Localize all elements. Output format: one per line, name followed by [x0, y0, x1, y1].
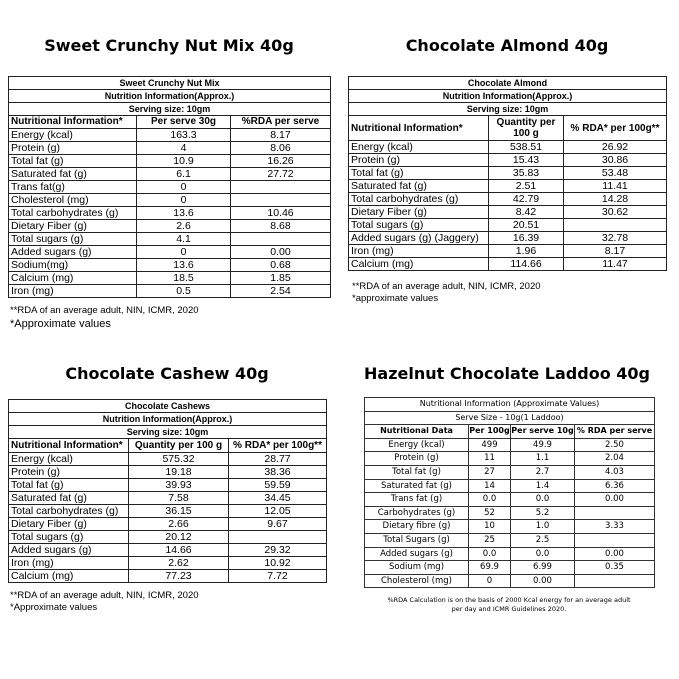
- nutrient-value: 25: [469, 533, 511, 547]
- column-header: Nutritional Information*: [9, 116, 137, 129]
- column-header: % RDA* per 100g**: [564, 116, 667, 141]
- nutrient-value: 19.18: [129, 466, 229, 479]
- nutrient-value: 11.47: [564, 258, 667, 271]
- nutrient-value: 1.0: [511, 520, 575, 534]
- nutrient-value: 16.39: [489, 232, 564, 245]
- nutrient-value: 1.1: [511, 452, 575, 466]
- nutrient-value: 3.33: [575, 520, 655, 534]
- nutrient-value: 39.93: [129, 479, 229, 492]
- table-header-row: [365, 425, 655, 439]
- table-row: [9, 272, 331, 285]
- nutrient-value: 10.9: [137, 155, 231, 168]
- nutrient-value: 2.04: [575, 452, 655, 466]
- column-header: % RDA per serve: [575, 425, 655, 439]
- footnote-rda: **RDA of an average adult, NIN, ICMR, 2020: [10, 590, 199, 601]
- nutrient-value: 5.2: [511, 506, 575, 520]
- nutrient-value: 26.92: [564, 141, 667, 154]
- nutrient-label: Total fat (g): [9, 155, 137, 168]
- nutrient-value: 49.9: [511, 438, 575, 452]
- column-header: %RDA per serve: [231, 116, 331, 129]
- nutrient-value: 0.00: [575, 493, 655, 507]
- table-row: [9, 544, 327, 557]
- nutrient-value: 30.86: [564, 154, 667, 167]
- nutrient-value: 0.68: [231, 259, 331, 272]
- nutrient-value: 2.5: [511, 533, 575, 547]
- table-header-row: [349, 116, 667, 141]
- column-header: Per serve 30g: [137, 116, 231, 129]
- nutrient-value: 575.32: [129, 453, 229, 466]
- nutrient-value: 20.12: [129, 531, 229, 544]
- nutrient-value: 114.66: [489, 258, 564, 271]
- nutrient-value: 499: [469, 438, 511, 452]
- nutrition-table: [364, 397, 655, 588]
- table-row: [9, 492, 327, 505]
- table-row: [349, 258, 667, 271]
- nutrient-value: 13.6: [137, 207, 231, 220]
- nutrient-label: Energy (kcal): [365, 438, 469, 452]
- panel-heading: Chocolate Cashew 40g: [65, 364, 269, 383]
- footnote-approx: *Approximate values: [10, 318, 111, 330]
- column-header: Per 100g: [469, 425, 511, 439]
- nutrient-label: Dietary Fiber (g): [9, 518, 129, 531]
- table-row: [365, 533, 655, 547]
- nutrient-label: Added sugars (g): [9, 544, 129, 557]
- table-row: [9, 155, 331, 168]
- nutrient-label: Saturated fat (g): [349, 180, 489, 193]
- nutrient-value: 36.15: [129, 505, 229, 518]
- nutrient-label: Total carbohydrates (g): [349, 193, 489, 206]
- nutrient-label: Iron (mg): [9, 557, 129, 570]
- nutrient-value: 9.67: [229, 518, 327, 531]
- nutrient-value: 0: [137, 194, 231, 207]
- nutrient-value: 38.36: [229, 466, 327, 479]
- table-title-row: [365, 398, 655, 412]
- nutrient-value: 7.58: [129, 492, 229, 505]
- nutrient-label: Total fat (g): [9, 479, 129, 492]
- nutrient-label: Total fat (g): [365, 465, 469, 479]
- nutrient-value: [575, 533, 655, 547]
- nutrient-label: Iron (mg): [9, 285, 137, 298]
- nutrient-value: 4.03: [575, 465, 655, 479]
- table-row: [349, 180, 667, 193]
- nutrient-value: 10: [469, 520, 511, 534]
- panel-heading: Chocolate Almond 40g: [405, 36, 609, 55]
- nutrient-value: [575, 574, 655, 588]
- nutrient-label: Added sugars (g): [365, 547, 469, 561]
- nutrient-value: 8.17: [231, 129, 331, 142]
- nutrient-value: 1.96: [489, 245, 564, 258]
- nutrient-value: 34.45: [229, 492, 327, 505]
- nutrient-value: 2.50: [575, 438, 655, 452]
- table-row: [365, 465, 655, 479]
- table-row: [9, 479, 327, 492]
- nutrient-value: [564, 219, 667, 232]
- table-row: [349, 167, 667, 180]
- nutrient-value: 11.41: [564, 180, 667, 193]
- serving-size-row: [9, 426, 327, 439]
- table-subtitle: Nutrition Information(Approx.): [9, 413, 327, 426]
- column-header: % RDA* per 100g**: [229, 439, 327, 453]
- nutrient-value: 163.3: [137, 129, 231, 142]
- nutrient-value: 10.46: [231, 207, 331, 220]
- table-row: [365, 452, 655, 466]
- table-row: [9, 570, 327, 583]
- nutrient-value: 28.77: [229, 453, 327, 466]
- table-row: [365, 493, 655, 507]
- nutrient-value: 14.28: [564, 193, 667, 206]
- table-title: Sweet Crunchy Nut Mix: [9, 77, 331, 90]
- nutrient-label: Energy (kcal): [349, 141, 489, 154]
- table-row: [9, 557, 327, 570]
- table-row: [9, 129, 331, 142]
- nutrient-value: 0: [137, 246, 231, 259]
- nutrition-table: [8, 76, 331, 298]
- nutrient-label: Trans fat(g): [9, 181, 137, 194]
- table-title-row: [9, 400, 327, 413]
- table-header-row: [9, 439, 327, 453]
- nutrient-label: Cholesterol (mg): [365, 574, 469, 588]
- nutrient-value: 77.23: [129, 570, 229, 583]
- nutrient-label: Calcium (mg): [349, 258, 489, 271]
- footnote-rda: **RDA of an average adult, NIN, ICMR, 2020: [352, 281, 541, 292]
- nutrient-value: 0.00: [511, 574, 575, 588]
- table-row: [9, 168, 331, 181]
- nutrient-value: [231, 181, 331, 194]
- table-row: [349, 141, 667, 154]
- nutrient-value: 2.6: [137, 220, 231, 233]
- table-subtitle: Nutrition Information(Approx.): [349, 90, 667, 103]
- nutrient-value: 0: [137, 181, 231, 194]
- table-row: [9, 233, 331, 246]
- nutrient-value: 8.06: [231, 142, 331, 155]
- table-row: [9, 181, 331, 194]
- serving-size: Serve Size - 10g(1 Laddoo): [365, 411, 655, 425]
- nutrient-value: 15.43: [489, 154, 564, 167]
- table-row: [365, 547, 655, 561]
- column-header: Per serve 10g: [511, 425, 575, 439]
- table-row: [9, 194, 331, 207]
- table-title: Chocolate Cashews: [9, 400, 327, 413]
- nutrient-label: Added sugars (g) (Jaggery): [349, 232, 489, 245]
- nutrient-value: 8.17: [564, 245, 667, 258]
- footnote-line: per day and ICMR Guidelines 2020.: [451, 605, 567, 613]
- nutrient-value: 69.9: [469, 561, 511, 575]
- nutrient-value: [575, 506, 655, 520]
- panel-heading: Sweet Crunchy Nut Mix 40g: [44, 36, 294, 55]
- nutrient-label: Total sugars (g): [9, 233, 137, 246]
- nutrient-value: 0.5: [137, 285, 231, 298]
- nutrient-value: 14: [469, 479, 511, 493]
- table-row: [365, 506, 655, 520]
- nutrient-value: 35.83: [489, 167, 564, 180]
- nutrient-value: 0.0: [511, 547, 575, 561]
- footnote-approx: *approximate values: [352, 293, 439, 304]
- table-row: [365, 561, 655, 575]
- table-row: [365, 574, 655, 588]
- nutrient-label: Protein (g): [365, 452, 469, 466]
- nutrient-label: Added sugars (g): [9, 246, 137, 259]
- table-row: [349, 193, 667, 206]
- serving-size-row: [9, 103, 331, 116]
- nutrition-table: [8, 399, 327, 583]
- nutrient-value: 32.78: [564, 232, 667, 245]
- nutrient-value: 0.0: [511, 493, 575, 507]
- nutrient-value: 53.48: [564, 167, 667, 180]
- nutrient-value: 2.7: [511, 465, 575, 479]
- nutrient-value: 59.59: [229, 479, 327, 492]
- table-subtitle-row: [9, 413, 327, 426]
- column-header: Quantity per 100 g: [489, 116, 564, 141]
- table-row: [349, 154, 667, 167]
- nutrient-value: 16.26: [231, 155, 331, 168]
- nutrient-value: 12.05: [229, 505, 327, 518]
- table-row: [349, 206, 667, 219]
- table-row: [9, 246, 331, 259]
- nutrient-value: 14.66: [129, 544, 229, 557]
- nutrient-value: 27: [469, 465, 511, 479]
- nutrient-value: 0.35: [575, 561, 655, 575]
- nutrient-value: 6.99: [511, 561, 575, 575]
- table-subtitle-row: [9, 90, 331, 103]
- footnote-line: %RDA Calculation is on the basis of 2000 Kcal energy for an average adult: [387, 596, 631, 604]
- nutrient-label: Protein (g): [9, 142, 137, 155]
- column-header: Nutritional Information*: [9, 439, 129, 453]
- nutrient-label: Iron (mg): [349, 245, 489, 258]
- nutrient-value: 2.66: [129, 518, 229, 531]
- nutrient-label: Total Sugars (g): [365, 533, 469, 547]
- nutrient-value: 538.51: [489, 141, 564, 154]
- nutrient-value: 6.1: [137, 168, 231, 181]
- nutrient-label: Carbohydrates (g): [365, 506, 469, 520]
- serving-size: Serving size: 10gm: [9, 103, 331, 116]
- table-title-row: [9, 77, 331, 90]
- nutrient-value: 0.00: [575, 547, 655, 561]
- table-row: [349, 232, 667, 245]
- serving-size-row: [365, 411, 655, 425]
- nutrient-value: 42.79: [489, 193, 564, 206]
- table-row: [349, 219, 667, 232]
- nutrient-value: 27.72: [231, 168, 331, 181]
- nutrient-label: Dietary Fiber (g): [9, 220, 137, 233]
- nutrient-label: Trans fat (g): [365, 493, 469, 507]
- table-title: Chocolate Almond: [349, 77, 667, 90]
- nutrition-table: [348, 76, 667, 271]
- table-title-row: [349, 77, 667, 90]
- nutrient-value: 0.00: [231, 246, 331, 259]
- nutrient-label: Total carbohydrates (g): [9, 505, 129, 518]
- nutrient-value: 10.92: [229, 557, 327, 570]
- nutrient-value: 2.51: [489, 180, 564, 193]
- table-row: [9, 531, 327, 544]
- nutrient-value: [229, 531, 327, 544]
- nutrient-value: 11: [469, 452, 511, 466]
- nutrient-value: 13.6: [137, 259, 231, 272]
- serving-size: Serving size: 10gm: [349, 103, 667, 116]
- table-subtitle-row: [349, 90, 667, 103]
- nutrient-value: [231, 194, 331, 207]
- table-header-row: [9, 116, 331, 129]
- nutrient-value: 18.5: [137, 272, 231, 285]
- table-row: [9, 505, 327, 518]
- table-row: [9, 453, 327, 466]
- nutrient-value: 8.68: [231, 220, 331, 233]
- nutrient-label: Sodium (mg): [365, 561, 469, 575]
- nutrient-label: Calcium (mg): [9, 272, 137, 285]
- nutrient-label: Total sugars (g): [9, 531, 129, 544]
- serving-size-row: [349, 103, 667, 116]
- nutrient-value: [231, 233, 331, 246]
- nutrient-label: Saturated fat (g): [9, 492, 129, 505]
- table-row: [349, 245, 667, 258]
- nutrient-value: 4.1: [137, 233, 231, 246]
- table-row: [9, 518, 327, 531]
- serving-size: Serving size: 10gm: [9, 426, 327, 439]
- nutrient-label: Dietary fibre (g): [365, 520, 469, 534]
- nutrient-value: 0.0: [469, 547, 511, 561]
- nutrient-label: Cholesterol (mg): [9, 194, 137, 207]
- column-header: Nutritional Data: [365, 425, 469, 439]
- nutrient-label: Sodium(mg): [9, 259, 137, 272]
- column-header: Nutritional Information*: [349, 116, 489, 141]
- nutrient-label: Protein (g): [349, 154, 489, 167]
- table-row: [9, 142, 331, 155]
- nutrient-label: Saturated fat (g): [365, 479, 469, 493]
- nutrient-value: 0.0: [469, 493, 511, 507]
- nutrient-label: Total sugars (g): [349, 219, 489, 232]
- table-row: [9, 259, 331, 272]
- nutrient-label: Protein (g): [9, 466, 129, 479]
- nutrient-value: 52: [469, 506, 511, 520]
- nutrient-label: Dietary Fiber (g): [349, 206, 489, 219]
- column-header: Quantity per 100 g: [129, 439, 229, 453]
- nutrient-label: Energy (kcal): [9, 453, 129, 466]
- table-row: [365, 520, 655, 534]
- nutrient-label: Energy (kcal): [9, 129, 137, 142]
- table-row: [9, 285, 331, 298]
- nutrient-label: Calcium (mg): [9, 570, 129, 583]
- nutrient-label: Total fat (g): [349, 167, 489, 180]
- nutrient-value: 8.42: [489, 206, 564, 219]
- table-title: Nutritional Information (Approximate Values): [365, 398, 655, 412]
- nutrient-value: 0: [469, 574, 511, 588]
- nutrient-value: 20.51: [489, 219, 564, 232]
- table-subtitle: Nutrition Information(Approx.): [9, 90, 331, 103]
- nutrient-value: 1.4: [511, 479, 575, 493]
- table-row: [9, 220, 331, 233]
- nutrient-label: Saturated fat (g): [9, 168, 137, 181]
- nutrient-value: 30.62: [564, 206, 667, 219]
- footnote-rda-basis: [364, 596, 654, 614]
- nutrient-value: 6.36: [575, 479, 655, 493]
- nutrient-label: Total carbohydrates (g): [9, 207, 137, 220]
- table-row: [9, 207, 331, 220]
- nutrient-value: 1.85: [231, 272, 331, 285]
- footnote-approx: *Approximate values: [10, 602, 98, 613]
- nutrient-value: 29.32: [229, 544, 327, 557]
- footnote-rda: **RDA of an average adult, NIN, ICMR, 2020: [10, 305, 199, 316]
- nutrient-value: 7.72: [229, 570, 327, 583]
- table-row: [365, 479, 655, 493]
- nutrient-value: 2.54: [231, 285, 331, 298]
- nutrient-value: 4: [137, 142, 231, 155]
- table-row: [9, 466, 327, 479]
- nutrient-value: 2.62: [129, 557, 229, 570]
- table-row: [365, 438, 655, 452]
- panel-heading: Hazelnut Chocolate Laddoo 40g: [364, 364, 650, 383]
